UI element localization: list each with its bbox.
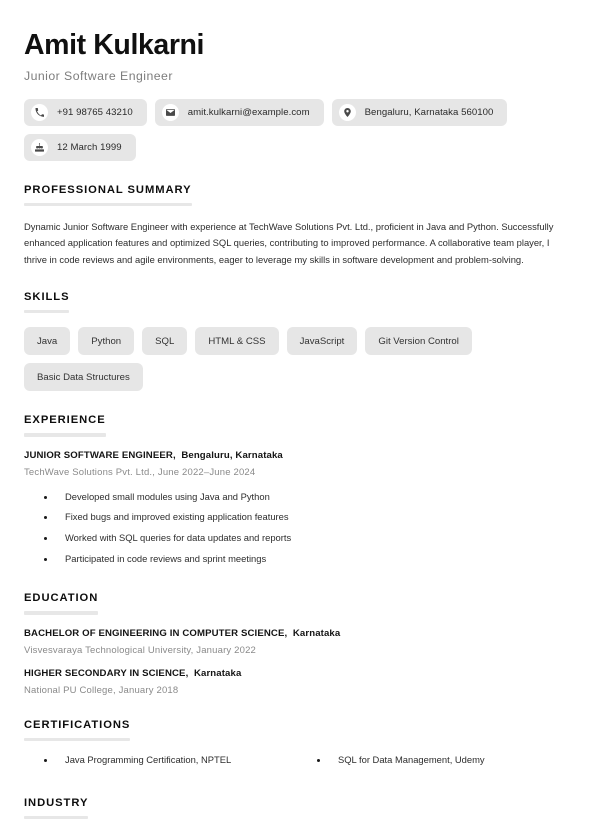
experience-entry [24,450,580,569]
experience-location: Bengaluru, Karnataka [181,449,283,461]
skill-chip[interactable]: SQL [142,327,187,355]
heading-rule [24,611,98,615]
section-education [24,588,580,696]
experience-role: JUNIOR SOFTWARE ENGINEER [24,449,173,461]
title-separator: , [172,449,176,461]
contact-location-text: Bengaluru, Karnataka 560100 [364,106,494,118]
phone-icon [31,104,48,121]
experience-bullets [24,487,580,569]
heading-rule [24,203,192,207]
section-title-skills: SKILLS [24,290,70,303]
education-location: Karnataka [193,667,242,679]
list-item: Java Programming Certification, NPTEL [44,750,307,771]
birthday-cake-icon [31,139,48,156]
section-title-industry: INDUSTRY [24,796,89,809]
section-industry [24,793,580,819]
education-entry-title [24,668,580,679]
section-certifications [24,715,580,771]
candidate-name: Amit Kulkarni [24,29,205,61]
skills-list [24,327,580,391]
section-experience [24,410,580,569]
contact-chip-birthdate[interactable] [24,134,136,161]
education-institution-date: National PU College, January 2018 [24,684,179,696]
education-degree: BACHELOR OF ENGINEERING IN COMPUTER SCIENCE [24,627,285,639]
title-separator: , [185,667,189,679]
email-icon [162,104,179,121]
certifications-list [24,750,580,771]
contact-chip-location[interactable] [332,99,508,126]
list-item: Participated in code reviews and sprint meetings [44,549,580,570]
education-institution-date: Visvesvaraya Technological University, January 2022 [24,644,257,656]
section-skills [24,287,580,392]
list-item: SQL for Data Management, Udemy [317,750,580,771]
list-item: Worked with SQL queries for data updates and reports [44,528,580,549]
education-degree: HIGHER SECONDARY IN SCIENCE [24,667,186,679]
heading-rule [24,738,130,742]
section-title-summary: PROFESSIONAL SUMMARY [24,183,192,196]
heading-rule [24,433,106,437]
contact-birthdate-text: 12 March 1999 [57,141,122,153]
resume-header [24,30,580,161]
experience-entry-title [24,450,580,461]
title-separator: , [284,627,288,639]
contact-chip-phone[interactable] [24,99,147,126]
education-entry [24,668,580,696]
skill-chip[interactable]: JavaScript [287,327,358,355]
certifications-heading-wrap [24,715,130,742]
education-entry [24,628,580,656]
section-title-certifications: CERTIFICATIONS [24,718,131,731]
contact-chip-email[interactable] [155,99,324,126]
education-entry-title [24,628,580,639]
contact-phone-text: +91 98765 43210 [57,106,133,118]
section-professional-summary [24,180,580,268]
experience-heading-wrap [24,410,106,437]
heading-rule [24,310,69,314]
contact-chips [24,99,580,161]
candidate-job-title: Junior Software Engineer [24,68,173,83]
summary-heading-wrap [24,180,192,207]
contact-row-secondary [24,134,580,161]
skill-chip[interactable]: Java [24,327,70,355]
education-heading-wrap [24,588,98,615]
skills-heading-wrap [24,287,69,314]
education-location: Karnataka [292,627,341,639]
skill-chip[interactable]: Basic Data Structures [24,363,143,391]
skill-chip[interactable]: Python [78,327,134,355]
list-item: Fixed bugs and improved existing application features [44,507,580,528]
section-title-education: EDUCATION [24,592,99,605]
industry-heading-wrap [24,793,88,819]
experience-company-dates: TechWave Solutions Pvt. Ltd., June 2022–June 2024 [24,466,256,478]
skill-chip[interactable]: Git Version Control [365,327,472,355]
summary-text: Dynamic Junior Software Engineer with experience at TechWave Solutions Pvt. Ltd., proficient in Java and Python. Successfully enhanced application features and optimized SQL queries, contributing to improved performance. A collaborative team player, I thrive in code reviews and agile environments, eager to leverage my skills in software development and problem-solving. [24,221,554,265]
contact-row-primary [24,99,580,126]
contact-email-text: amit.kulkarni@example.com [187,106,310,118]
skill-chip[interactable]: HTML & CSS [195,327,278,355]
location-icon [339,104,356,121]
list-item: Developed small modules using Java and Python [44,487,580,508]
section-title-experience: EXPERIENCE [24,414,106,427]
